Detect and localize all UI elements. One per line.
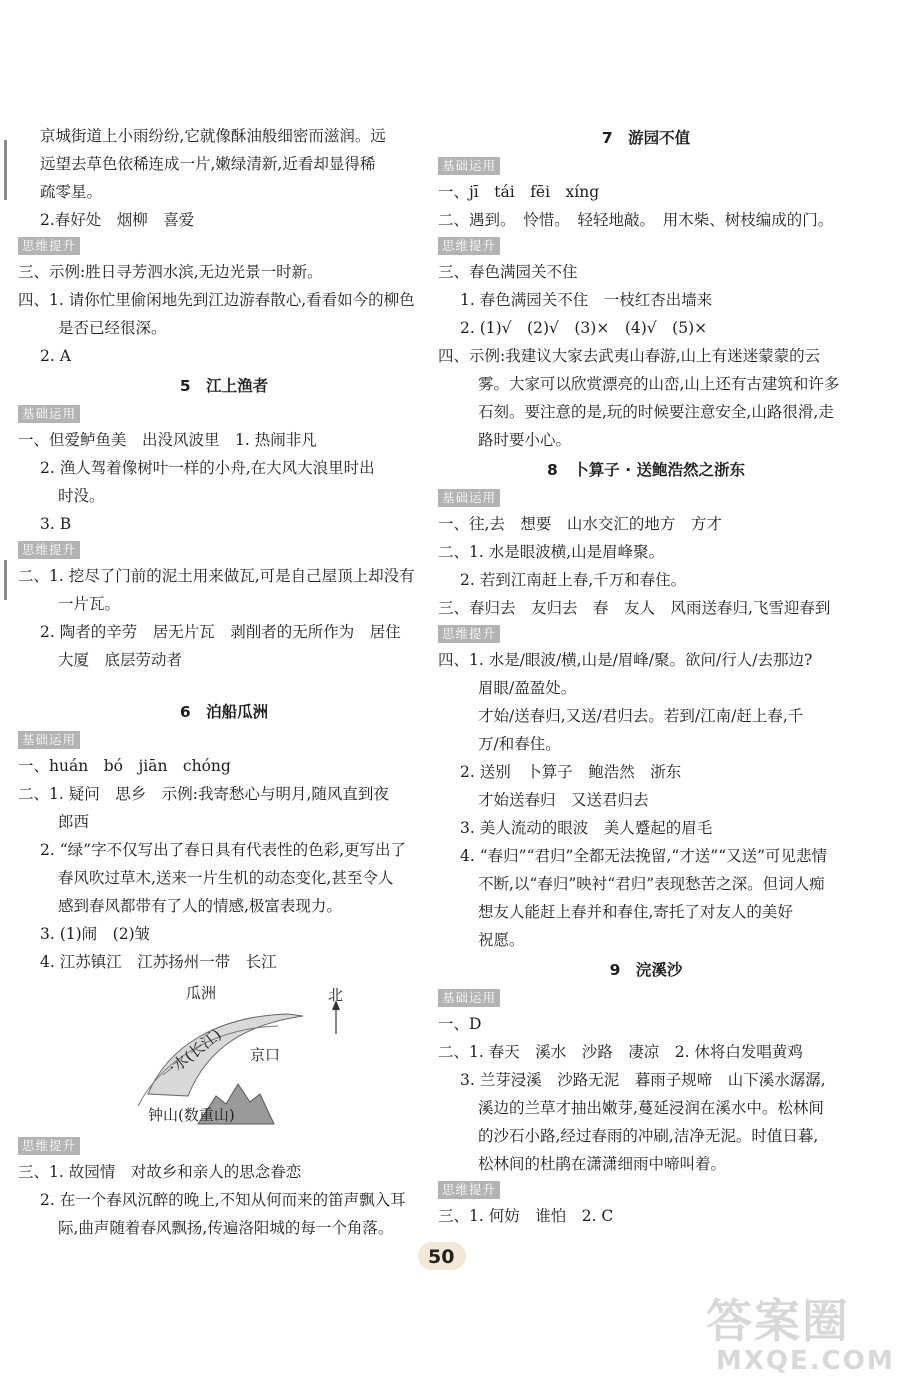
page-edge-mark [4, 560, 7, 600]
answer-line: 眉眼/盈盈处。 [478, 679, 577, 697]
answer-line: 三、春归去 友归去 春 友人 风雨送春归,飞雪迎春到 [438, 599, 831, 617]
answer-line: 才始送春归 又送君归去 [478, 791, 649, 809]
map-label-river: 一水(长江) [157, 1025, 225, 1084]
map-label-guazhou: 瓜洲 [186, 984, 217, 1002]
answer-line: 3. 美人流动的眼波 美人蹙起的眉毛 [460, 819, 713, 837]
answer-line: 四、1. 水是/眼波/横,山是/眉峰/聚。欲问/行人/去那边? [438, 651, 813, 669]
answer-line: 万/和春住。 [478, 735, 561, 753]
answer-line: 二、1. 春天 溪水 沙路 凄凉 2. 休将白发唱黄鸡 [438, 1043, 803, 1061]
answer-line: 疏零星。 [40, 183, 103, 201]
section-tag-basic: 基础运用 [438, 157, 500, 175]
answer-line: 3. B [40, 515, 72, 533]
answer-line: 一、jī tái fēi xíng [438, 183, 600, 201]
river-map [128, 976, 368, 1134]
lesson-title: 6 泊船瓜洲 [179, 703, 269, 721]
watermark-logo [706, 1296, 896, 1386]
answer-line: 三、春色满园关不住 [438, 263, 578, 281]
page-number: 50 [428, 1246, 455, 1268]
answer-line: 路时要小心。 [478, 431, 572, 449]
answer-line: 一、huán bó jiān chóng [18, 757, 231, 775]
lesson-title: 7 游园不值 [601, 129, 691, 147]
section-tag-thinking: 思维提升 [18, 1137, 80, 1155]
lesson-title: 8 卜算子 · 送鲍浩然之浙东 [547, 461, 745, 479]
answer-line: 郎西 [58, 813, 90, 831]
map-label-jingkou: 京口 [250, 1046, 281, 1064]
answer-line: 感到春风都带有了人的情感,极富表现力。 [58, 897, 342, 915]
answer-line: 4. 江苏镇江 江苏扬州一带 长江 [40, 953, 277, 971]
answer-line: 四、1. 请你忙里偷闲地先到江边游春散心,看看如今的柳色 [18, 291, 415, 309]
answer-line: 想友人能赶上春并和春住,寄托了对友人的美好 [478, 903, 793, 921]
answer-line: 2. 在一个春风沉醉的晚上,不知从何而来的笛声飘入耳 [40, 1191, 406, 1209]
answer-line: 一、往,去 想要 山水交汇的地方 方才 [438, 515, 722, 533]
section-tag-basic: 基础运用 [438, 489, 500, 507]
answer-line: 3. (1)闹 (2)皱 [40, 925, 151, 943]
answer-line: 一片瓦。 [58, 595, 121, 613]
section-tag-basic: 基础运用 [18, 731, 80, 749]
answer-line: 四、示例:我建议大家去武夷山春游,山上有迷迷蒙蒙的云 [438, 347, 821, 365]
lesson-title: 5 江上渔者 [179, 377, 269, 395]
answer-line: 松林间的杜鹃在潇潇细雨中啼叫着。 [478, 1155, 727, 1173]
answer-line: 二、遇到。 怜惜。 轻轻地敲。 用木柴、树枝编成的门。 [438, 211, 834, 229]
answer-line: 二、1. 挖尽了门前的泥土用来做瓦,可是自己屋顶上却没有 [18, 567, 415, 585]
section-tag-thinking: 思维提升 [18, 237, 80, 255]
answer-line: 雾。大家可以欣赏漂亮的山峦,山上还有古建筑和许多 [478, 375, 840, 393]
answer-line: 三、1. 何妨 谁怕 2. C [438, 1207, 614, 1225]
answer-line: 3. 兰芽浸溪 沙路无泥 暮雨子规啼 山下溪水潺潺, [460, 1071, 826, 1089]
answer-line: 春风吹过草木,送来一片生机的动态变化,甚至令人 [58, 869, 394, 887]
answer-line: 三、1. 故园情 对故乡和亲人的思念眷恋 [18, 1163, 302, 1181]
answer-line: 的沙石小路,经过春雨的冲刷,洁净无泥。时值日暮, [478, 1127, 819, 1145]
answer-line: 才始/送春归,又送/君归去。若到/江南/赶上春,千 [478, 707, 804, 725]
lesson-title: 9 浣溪沙 [609, 961, 683, 979]
answer-line: 2. 送别 卜算子 鲍浩然 浙东 [460, 763, 682, 781]
section-tag-thinking: 思维提升 [18, 541, 80, 559]
section-tag-basic: 基础运用 [438, 989, 500, 1007]
answer-line: 京城街道上小雨纷纷,它就像酥油般细密而滋润。远 [40, 127, 386, 145]
answer-line: 2. 陶者的辛劳 居无片瓦 剥削者的无所作为 居住 [40, 623, 401, 641]
section-tag-thinking: 思维提升 [438, 237, 500, 255]
answer-line: 祝愿。 [478, 931, 525, 949]
right-column [438, 122, 854, 1230]
answer-line: 是否已经很深。 [58, 319, 167, 337]
answer-line: 2. 渔人驾着像树叶一样的小舟,在大风大浪里时出 [40, 459, 375, 477]
answer-line: 2. (1)√ (2)√ (3)× (4)√ (5)× [460, 319, 708, 337]
left-column [18, 122, 430, 1242]
answer-line: 际,曲声随着春风飘扬,传遍洛阳城的每一个角落。 [58, 1219, 394, 1237]
answer-line: 2. “绿”字不仅写出了春日具有代表性的色彩,更写出了 [40, 841, 406, 859]
watermark-text: 答案圈 [706, 1294, 850, 1348]
answer-line: 1. 春色满园关不住 一枝红杏出墙来 [460, 291, 713, 309]
page-edge-mark [4, 140, 7, 200]
watermark-url: MXQE.COM [716, 1346, 895, 1376]
answer-line: 一、但爱鲈鱼美 出没风波里 1. 热闹非凡 [18, 431, 317, 449]
answer-line: 二、1. 水是眼波横,山是眉峰聚。 [438, 543, 665, 561]
answer-line: 二、1. 疑问 思乡 示例:我寄愁心与明月,随风直到夜 [18, 785, 389, 803]
answer-line: 溪边的兰草才抽出嫩芽,蔓延浸润在溪水中。松林间 [478, 1099, 824, 1117]
answer-line: 2.春好处 烟柳 喜爱 [40, 211, 195, 229]
map-label-zhongshan: 钟山(数重山) [148, 1106, 235, 1124]
answer-line: 一、D [438, 1015, 482, 1033]
answer-line: 2. A [40, 347, 71, 365]
answer-line: 远望去草色依稀连成一片,嫩绿清新,近看却显得稀 [40, 155, 376, 173]
section-tag-thinking: 思维提升 [438, 1181, 500, 1199]
answer-line: 不断,以“春归”映衬“君归”表现愁苦之深。但词人痴 [478, 875, 825, 893]
map-label-north: 北 [328, 986, 344, 1004]
answer-line: 三、示例:胜日寻芳泗水滨,无边光景一时新。 [18, 263, 323, 281]
section-tag-basic: 基础运用 [18, 405, 80, 423]
answer-line: 2. 若到江南赶上春,千万和春住。 [460, 571, 687, 589]
section-tag-thinking: 思维提升 [438, 625, 500, 643]
answer-line: 大厦 底层劳动者 [58, 651, 183, 669]
answer-line: 4. “春归”“君归”全都无法挽留,“才送”“又送”可见悲情 [460, 847, 828, 865]
answer-line: 时没。 [58, 487, 105, 505]
answer-line: 石刻。要注意的是,玩的时候要注意安全,山路很滑,走 [478, 403, 834, 421]
